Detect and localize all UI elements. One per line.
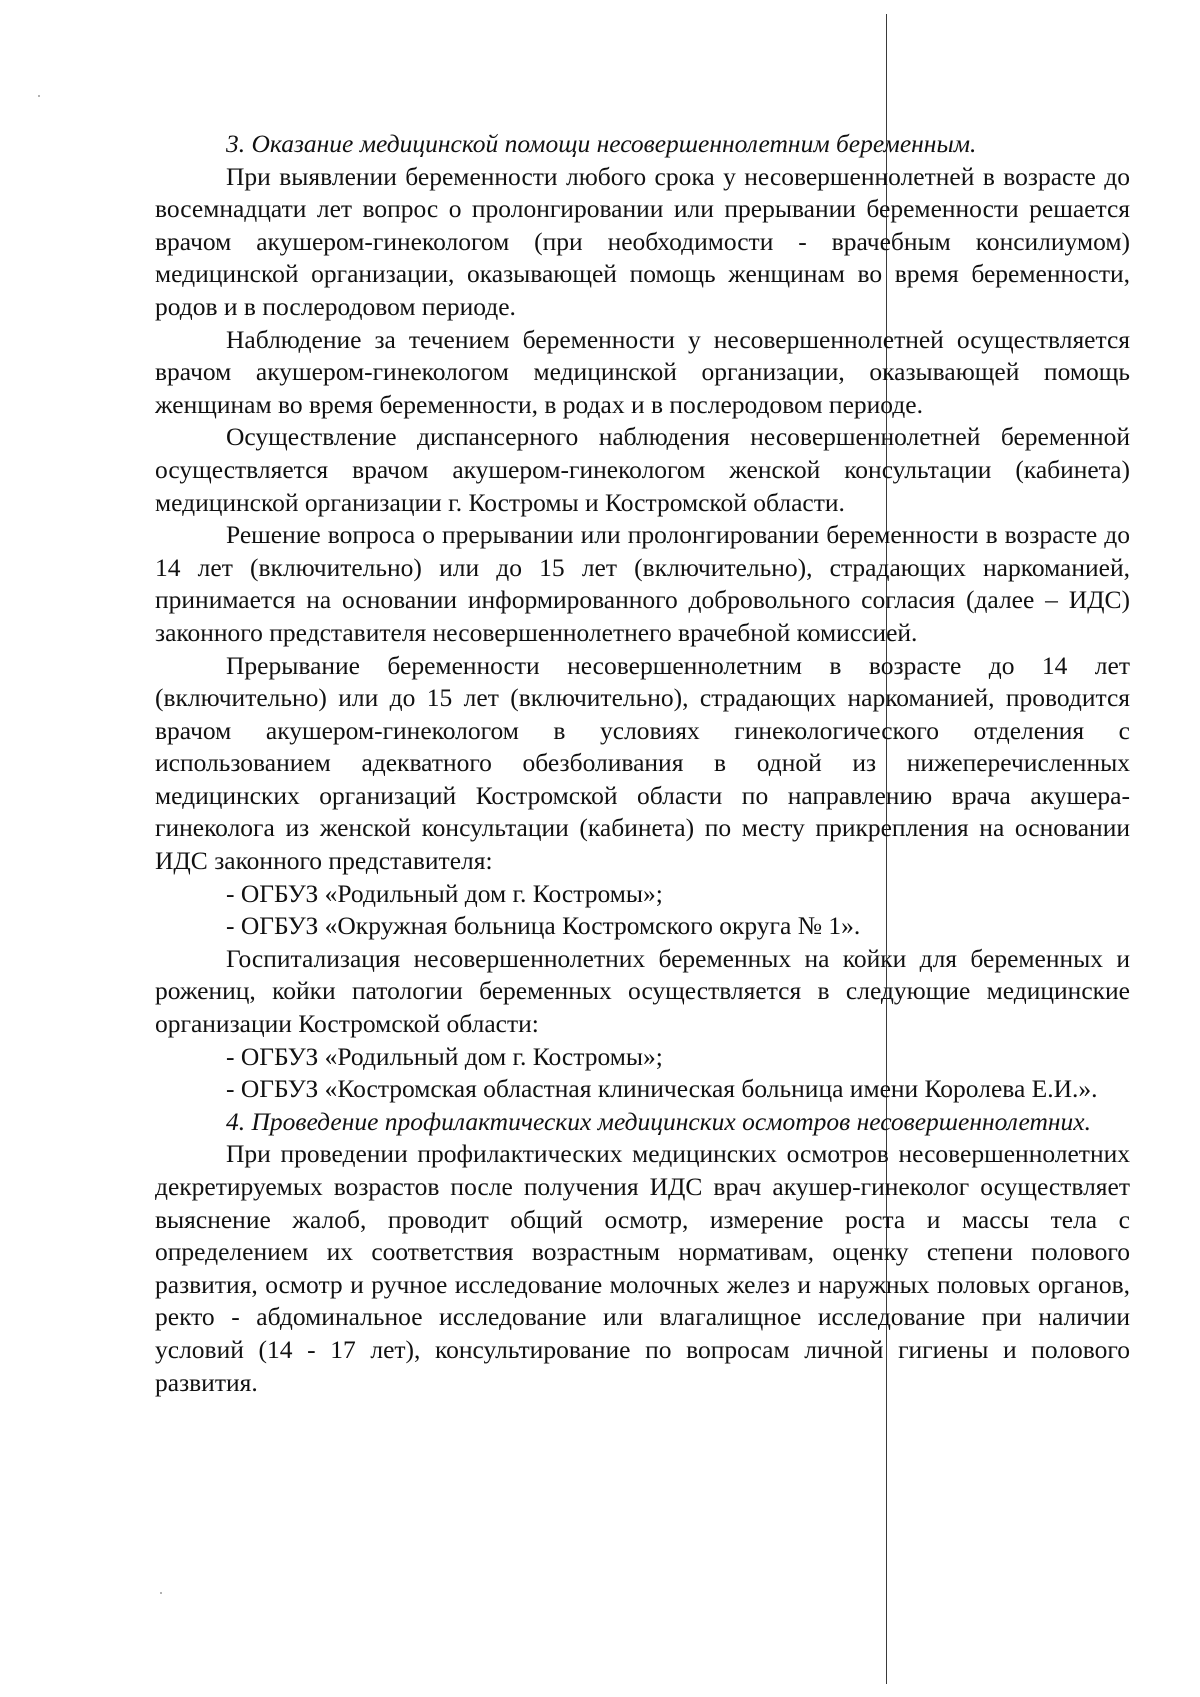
- document-body: [155, 128, 1130, 1399]
- paragraph-hospitalization: Госпитализация несовершеннолетних беременных на койки для беременных и рожениц, койки патологии беременных осуществляется в следующие медицинские организации Костромской области:: [155, 943, 1130, 1039]
- paragraph-termination-decision: Решение вопроса о прерывании или пролонгировании беременности в возрасте до 14 лет (включительно) или до 15 лет (включительно), страдающих наркоманией, принимается на основании информированного добровольного согласия (далее – ИДС) законного представителя несовершеннолетнего врачебной комиссией.: [155, 520, 1130, 647]
- section-3-heading: 3. Оказание медицинской помощи несовершеннолетним беременным.: [226, 129, 977, 158]
- scan-speck: [38, 95, 40, 97]
- list-item-organization: - ОГБУЗ «Окружная больница Костромского округа № 1».: [226, 911, 861, 941]
- paragraph-dispensary-observation: Осуществление диспансерного наблюдения несовершеннолетней беременной осуществляется врачом акушером-гинекологом женской консультации (кабинета) медицинской организации г. Костромы и Костромской области.: [155, 422, 1130, 517]
- list-item-organization: - ОГБУЗ «Костромская областная клиническая больница имени Королева Е.И.».: [226, 1074, 1098, 1104]
- paragraph-termination-procedure: Прерывание беременности несовершеннолетним в возрасте до 14 лет (включительно) или до 15 лет (включительно), страдающих наркоманией, проводится врачом акушером-гинекологом в условиях гинекологического отделения с использованием адекватного обезболивания в одной из нижеперечисленных медицинских организаций Костромской области по направлению врача акушера-гинеколога из женской консультации (кабинета) по месту прикрепления на основании ИДС законного представителя:: [155, 650, 1130, 876]
- list-item-organization: - ОГБУЗ «Родильный дом г. Костромы»;: [226, 1041, 663, 1071]
- paragraph-preventive-examinations: При проведении профилактических медицинских осмотров несовершеннолетних декретируемых возрастов после получения ИДС врач акушер-гинеколог осуществляет выяснение жалоб, проводит общий осмотр, измерение роста и массы тела с определением их соответствия возрастным нормативам, оценку степени полового развития, осмотр и ручное исследование молочных желез и наружных половых органов, ректо - абдоминальное исследование или влагалищное исследование при наличии условий (14 - 17 лет), консультирование по вопросам личной гигиены и полового развития.: [155, 1139, 1130, 1397]
- list-item-organization: - ОГБУЗ «Родильный дом г. Костромы»;: [226, 878, 663, 908]
- section-4-heading: 4. Проведение профилактических медицинских осмотров несовершеннолетних.: [226, 1106, 1091, 1136]
- paragraph-pregnancy-observation: Наблюдение за течением беременности у несовершеннолетней осуществляется врачом акушером-гинекологом медицинской организации, оказывающей помощь женщинам во время беременности, в родах и в послеродовом периоде.: [155, 324, 1130, 419]
- scan-speck: [160, 1592, 162, 1594]
- paragraph-pregnancy-decision: При выявлении беременности любого срока у несовершеннолетней в возрасте до восемнадцати лет вопрос о пролонгировании или прерывании беременности решается врачом акушером-гинекологом (при необходимости - врачебным консилиумом) медицинской организации, оказывающей помощь женщинам во время беременности, родов и в послеродовом периоде.: [155, 161, 1130, 321]
